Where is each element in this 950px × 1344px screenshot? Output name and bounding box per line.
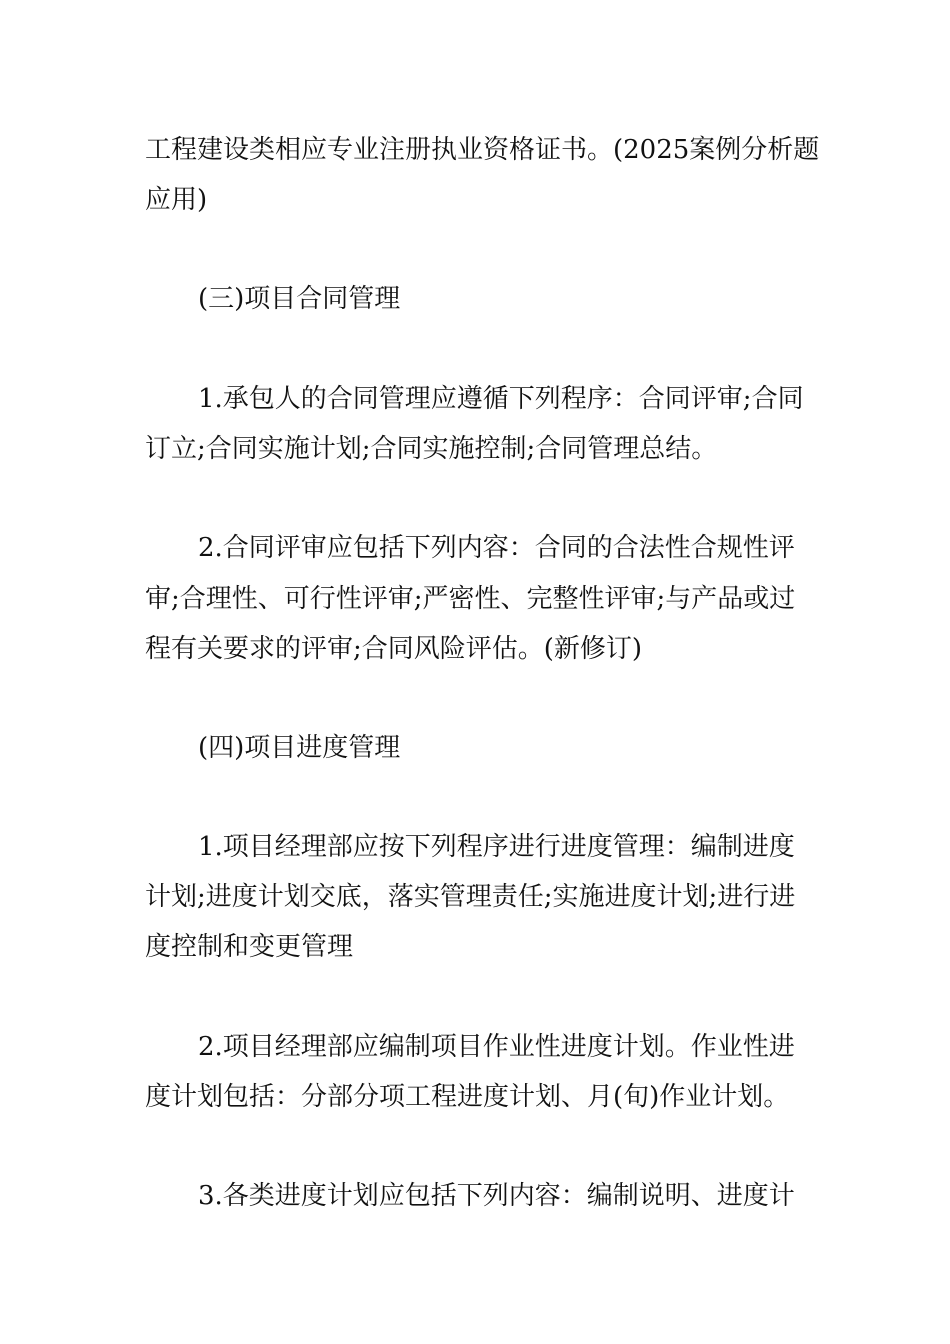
paragraph-text-line: 2.合同评审应包括下列内容：合同的合法性合规性评 bbox=[198, 533, 795, 563]
paragraph-text-line: 3.各类进度计划应包括下列内容：编制说明、进度计 bbox=[198, 1181, 795, 1211]
paragraph-text-line: 1.承包人的合同管理应遵循下列程序：合同评审;合同 bbox=[198, 384, 804, 414]
paragraph-text-line: 计划;进度计划交底，落实管理责任;实施进度计划;进行进 bbox=[145, 882, 796, 912]
section-heading: (三)项目合同管理 bbox=[198, 284, 401, 314]
paragraph-text-line: 度计划包括：分部分项工程进度计划、月(旬)作业计划。 bbox=[145, 1082, 790, 1112]
paragraph-text-line: 应用) bbox=[145, 185, 208, 215]
paragraph-text-line: 程有关要求的评审;合同风险评估。(新修订) bbox=[145, 634, 643, 664]
paragraph-text-line: 审;合理性、可行性评审;严密性、完整性评审;与产品或过 bbox=[145, 584, 796, 614]
paragraph-text-line: 度控制和变更管理 bbox=[145, 932, 354, 962]
paragraph-text-line: 1.项目经理部应按下列程序进行进度管理：编制进度 bbox=[198, 832, 795, 862]
paragraph-text-line: 工程建设类相应专业注册执业资格证书。(2025案例分析题 bbox=[145, 135, 820, 165]
paragraph-text-line: 订立;合同实施计划;合同实施控制;合同管理总结。 bbox=[145, 434, 718, 464]
paragraph-text-line: 2.项目经理部应编制项目作业性进度计划。作业性进 bbox=[198, 1032, 795, 1062]
section-heading: (四)项目进度管理 bbox=[198, 733, 401, 763]
